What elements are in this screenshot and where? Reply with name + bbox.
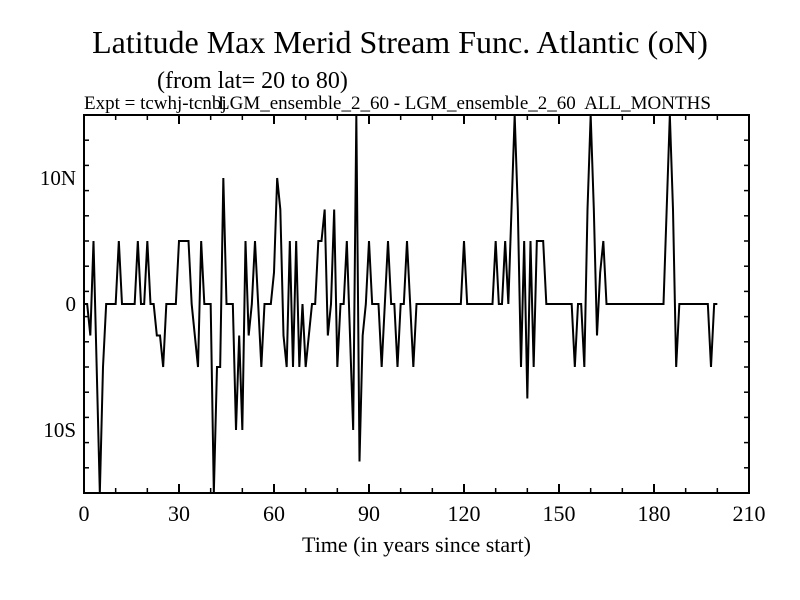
x-tick-label: 180 xyxy=(637,501,671,526)
x-tick-label: 0 xyxy=(78,501,90,526)
chart-subtitle: (from lat= 20 to 80) xyxy=(157,68,348,94)
x-axis-title: Time (in years since start) xyxy=(302,532,531,557)
y-tick-label: 10N xyxy=(39,166,76,190)
ensemble-label: LGM_ensemble_2_60 - LGM_ensemble_2_60 ALL_MONTHS xyxy=(218,93,711,114)
x-tick-label: 90 xyxy=(358,501,380,526)
x-tick-label: 150 xyxy=(542,501,576,526)
x-tick-label: 210 xyxy=(732,501,766,526)
y-tick-label: 10S xyxy=(43,418,76,442)
x-tick-label: 120 xyxy=(447,501,481,526)
experiment-label: Expt = tcwhj-tcnbj xyxy=(84,93,227,114)
y-tick-label: 0 xyxy=(65,292,76,316)
x-tick-label: 60 xyxy=(263,501,285,526)
chart-title: Latitude Max Merid Stream Func. Atlantic (oN) xyxy=(92,24,708,60)
x-tick-label: 30 xyxy=(168,501,190,526)
data-line xyxy=(84,115,717,493)
